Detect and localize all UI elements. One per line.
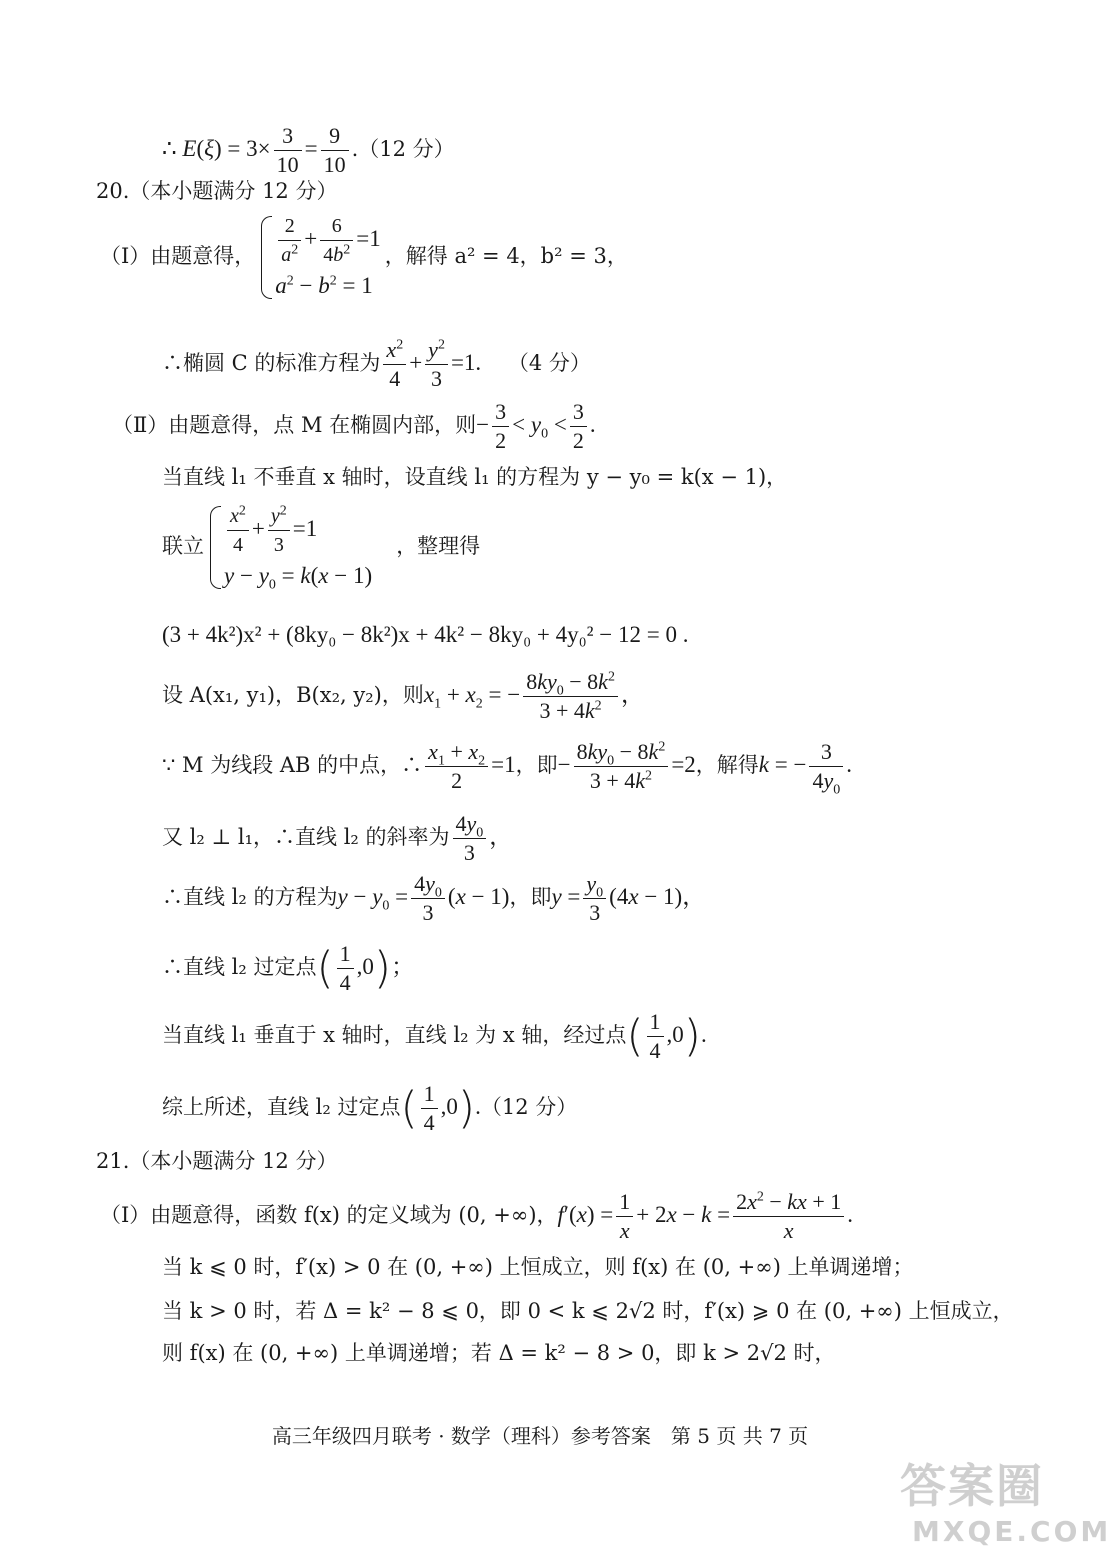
q20-midpoint-line: ∵ M 为线段 AB 的中点，∴ $\frac{x_1 + x_2}{2}$ =1，即− $\frac{8ky_0 - 8k^2}{3 + 4k^2}$ =2，解得k = − $\frac{3}{4y_0}$ . <box>162 739 852 798</box>
q20-part1-solved: ，解得 a² = 4，b² = 3， <box>384 244 628 268</box>
q20-fixed-lead: ∴直线 l₂ 过定点 <box>162 955 317 979</box>
page-footer: 高三年级四月联考 · 数学（理科）参考答案 第 5 页 共 7 页 <box>271 1424 809 1448</box>
q20-points-lead: 设 A(x₁, y₁)，B(x₂, y₂)，则 <box>162 683 424 707</box>
q20-summary-line: 综上所述，直线 l₂ 过定点( $\frac{1}{4}$ ,0).（12 分） <box>162 1081 578 1135</box>
q20-combine-tail: ，整理得 <box>396 534 481 558</box>
q20-vieta-line: 设 A(x₁, y₁)，B(x₂, y₂)，则$x_1 + x_2$ = − $\frac{8ky_0 - 8k^2}{3 + 4k^2}$ ， <box>162 669 644 723</box>
q21-case3-line: 则 f(x) 在 (0, +∞) 上单调递增；若 Δ = k² − 8 > 0，即 k > 2√2 时， <box>162 1341 836 1365</box>
q20-midpoint-mid: ，即 <box>515 753 558 777</box>
q21-case1-line: 当 k ⩽ 0 时，f′(x) > 0 在 (0, +∞) 上恒成立，则 f(x) 在 (0, +∞) 上单调递增； <box>162 1255 914 1279</box>
q20-summary-score: （12 分） <box>480 1095 578 1119</box>
q20-perp-lead: 又 l₂ ⊥ l₁，∴直线 l₂ 的斜率为 <box>162 825 450 849</box>
q20-case2-line: 当直线 l₁ 垂直于 x 轴时，直线 l₂ 为 x 轴，经过点( $\frac{1}{4}$ ,0). <box>162 1009 707 1063</box>
q20-part1-line <box>100 212 628 303</box>
q20-part1-system: $\frac{2}{a^2}$ + $\frac{6}{4b^2}$ =1 $a^2 - b^2 = 1$ <box>259 212 380 303</box>
q20-fixed-point-line: ∴直线 l₂ 过定点( $\frac{1}{4}$ ,0)； <box>162 941 415 995</box>
q20-ellipse-line: ∴椭圆 C 的标准方程为 $\frac{x^2}{4}$ + $\frac{y^2}{3}$ =1. （4 分） <box>162 337 591 391</box>
q20-combine-system: $\frac{x^2}{4}$ + $\frac{y^2}{3}$ =1 $y - y_0 = k(x - 1)$ <box>208 502 372 593</box>
q20-ellipse-lead: ∴椭圆 C 的标准方程为 <box>162 351 381 375</box>
q20-combine-line <box>162 502 480 593</box>
q20-part1-score: （4 分） <box>507 351 591 375</box>
q20-midpoint-tail: ，解得 <box>695 753 759 777</box>
q20-case2-text: 当直线 l₁ 垂直于 x 轴时，直线 l₂ 为 x 轴，经过点 <box>162 1023 627 1047</box>
q21-case2-line: 当 k > 0 时，若 Δ = k² − 8 ⩽ 0，即 0 < k ⩽ 2√2 时，f′(x) ⩾ 0 在 (0, +∞) 上恒成立， <box>162 1299 1014 1323</box>
q20-combine-lead: 联立 <box>162 534 204 558</box>
q21-part1-line: （Ⅰ）由题意得，函数 f(x) 的定义域为 (0, +∞)，f′(x) = $\frac{1}{x}$ + 2x − k = $\frac{2x^2 - kx + 1}{x}$ . <box>100 1189 853 1243</box>
q19-score: .（12 分） <box>351 137 455 161</box>
q20-quadratic-line: (3 + 4k²)x² + (8ky₀ − 8k²)x + 4k² − 8ky₀ + 4y₀² − 12 = 0 . <box>162 622 689 647</box>
q20-midpoint-lead: ∵ M 为线段 AB 的中点，∴ <box>162 753 423 777</box>
q20-l2-equation-line: ∴直线 l₂ 的方程为$y - y_0$ = $\frac{4y_0}{3}$ (x − 1)，即y = $\frac{y_0}{3}$ (4x − 1)， <box>162 871 706 925</box>
watermark-logo-text: 答案圈 <box>900 1459 1044 1513</box>
q21-part1-lead: （Ⅰ）由题意得，函数 f(x) 的定义域为 (0, +∞)， <box>100 1203 558 1227</box>
q20-heading: 20.（本小题满分 12 分） <box>96 179 338 203</box>
watermark-url: MXQE.COM <box>912 1515 1111 1548</box>
q20-part2-line: （Ⅱ）由题意得，点 M 在椭圆内部，则− $\frac{3}{2}$ < $y_0$ < $\frac{3}{2}$ . <box>112 399 596 453</box>
q20-part2-lead: （Ⅱ）由题意得，点 M 在椭圆内部，则 <box>112 413 477 437</box>
q21-heading: 21.（本小题满分 12 分） <box>96 1149 338 1173</box>
q20-summary-text: 综上所述，直线 l₂ 过定点 <box>162 1095 401 1119</box>
site-watermark <box>894 1442 1111 1552</box>
q20-slope-line: 又 l₂ ⊥ l₁，∴直线 l₂ 的斜率为 $\frac{4y_0}{3}$ ， <box>162 811 513 865</box>
q20-eq-mid: ，即 <box>509 885 552 909</box>
q20-eq-lead: ∴直线 l₂ 的方程为 <box>162 885 338 909</box>
q20-part1-lead: （Ⅰ）由题意得， <box>100 244 256 268</box>
q20-case1-line: 当直线 l₁ 不垂直 x 轴时，设直线 l₁ 的方程为 y − y₀ = k(x − 1)， <box>162 465 788 489</box>
q19-expectation-line: ∴ E(ξ) = 3× $\frac{3}{10}$ = $\frac{9}{10}$ .（12 分） <box>162 123 455 177</box>
